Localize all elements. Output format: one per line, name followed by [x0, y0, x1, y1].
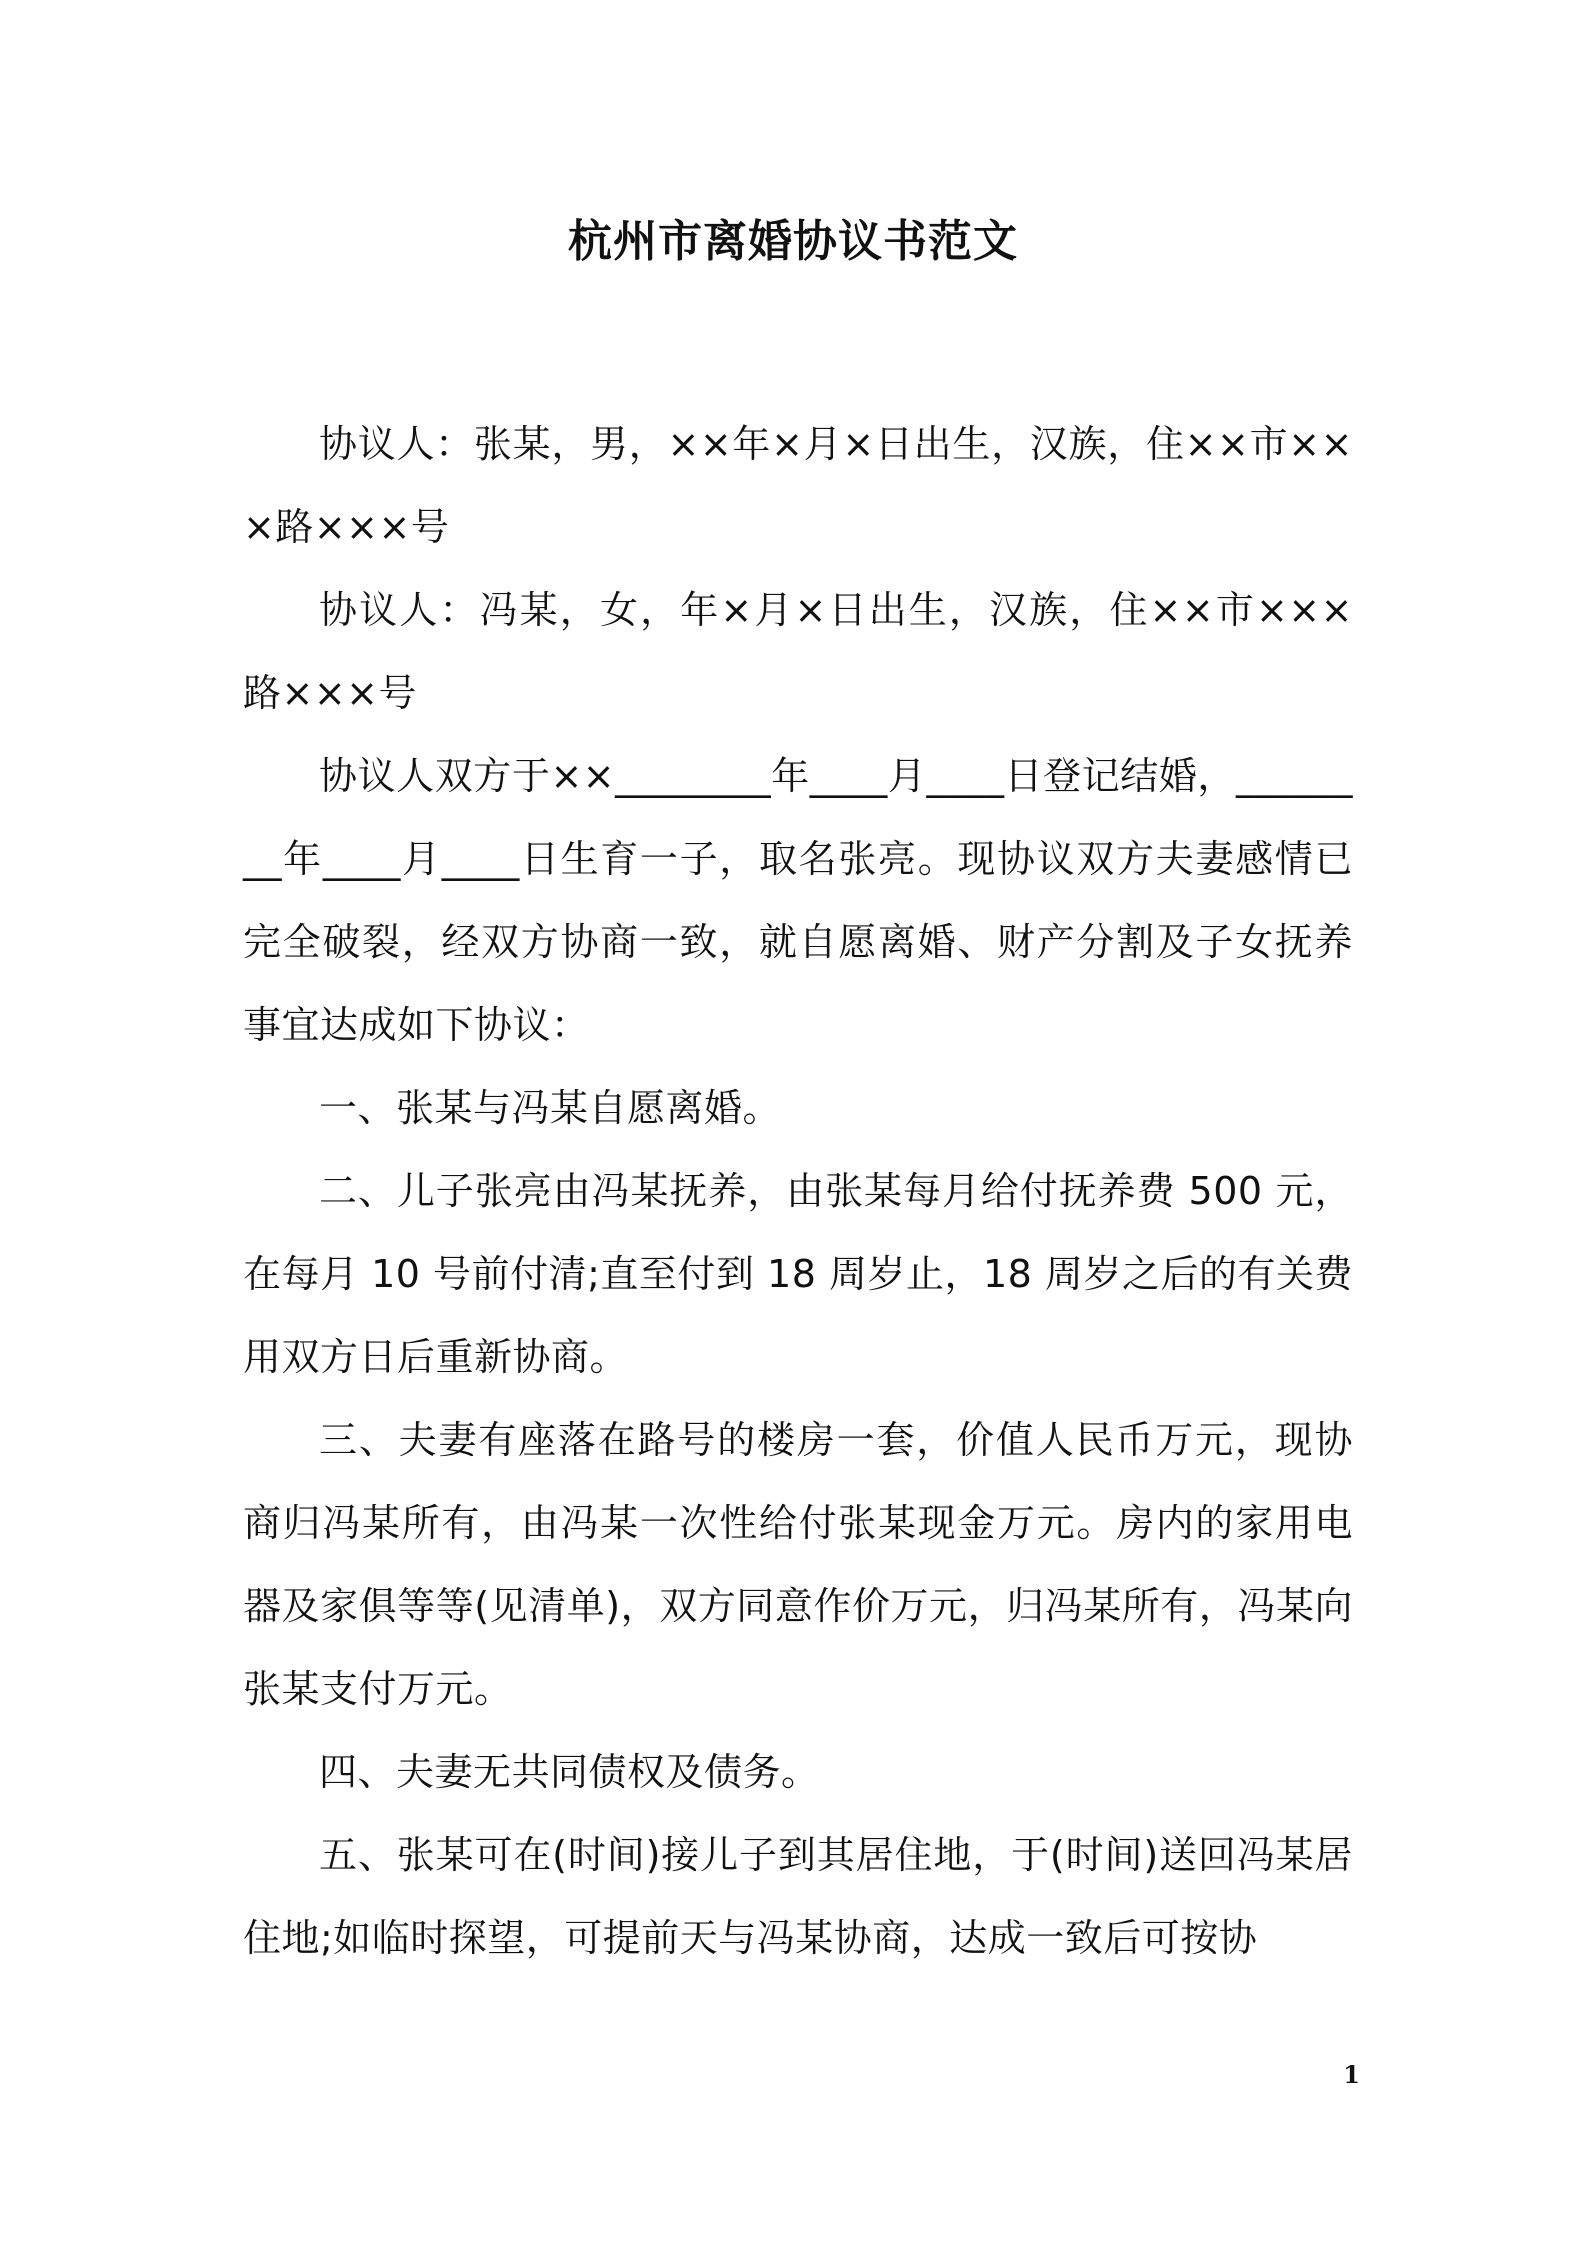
paragraph-party-2: 协议人：冯某，女，年×月×日出生，汉族，住××市×××路×××号 — [243, 588, 1353, 715]
paragraph-clause-3: 三、夫妻有座落在路号的楼房一套，价值人民币万元，现协商归冯某所有，由冯某一次性给付张某现金万元。房内的家用电器及家俱等等(见清单)，双方同意作价万元，归冯某所有，冯某向张某支付万元。 — [243, 1418, 1353, 1711]
paragraph-clause-5: 五、张某可在(时间)接儿子到其居住地，于(时间)送回冯某居住地;如临时探望，可提前天与冯某协商，达成一致后可按协 — [243, 1833, 1353, 1960]
document-body — [243, 403, 1353, 1980]
paragraph-clause-2: 二、儿子张亮由冯某抚养，由张某每月给付抚养费 500 元，在每月 10 号前付清;直至付到 18 周岁止，18 周岁之后的有关费用双方日后重新协商。 — [243, 1169, 1353, 1379]
paragraph-party-1: 协议人：张某，男，××年×月×日出生，汉族，住××市×××路×××号 — [243, 422, 1353, 549]
paragraph-clause-4: 四、夫妻无共同债权及债务。 — [319, 1750, 820, 1794]
page-number: 1 — [1343, 2060, 1360, 2089]
paragraph-background: 协议人双方于××________年____月____日登记结婚，________年____月____日生育一子，取名张亮。现协议双方夫妻感情已完全破裂，经双方协商一致，就自愿离婚、财产分割及子女抚养事宜达成如下协议： — [243, 754, 1353, 1047]
paragraph-clause-1: 一、张某与冯某自愿离婚。 — [319, 1086, 782, 1130]
document-title: 杭州市离婚协议书范文 — [568, 216, 1018, 267]
